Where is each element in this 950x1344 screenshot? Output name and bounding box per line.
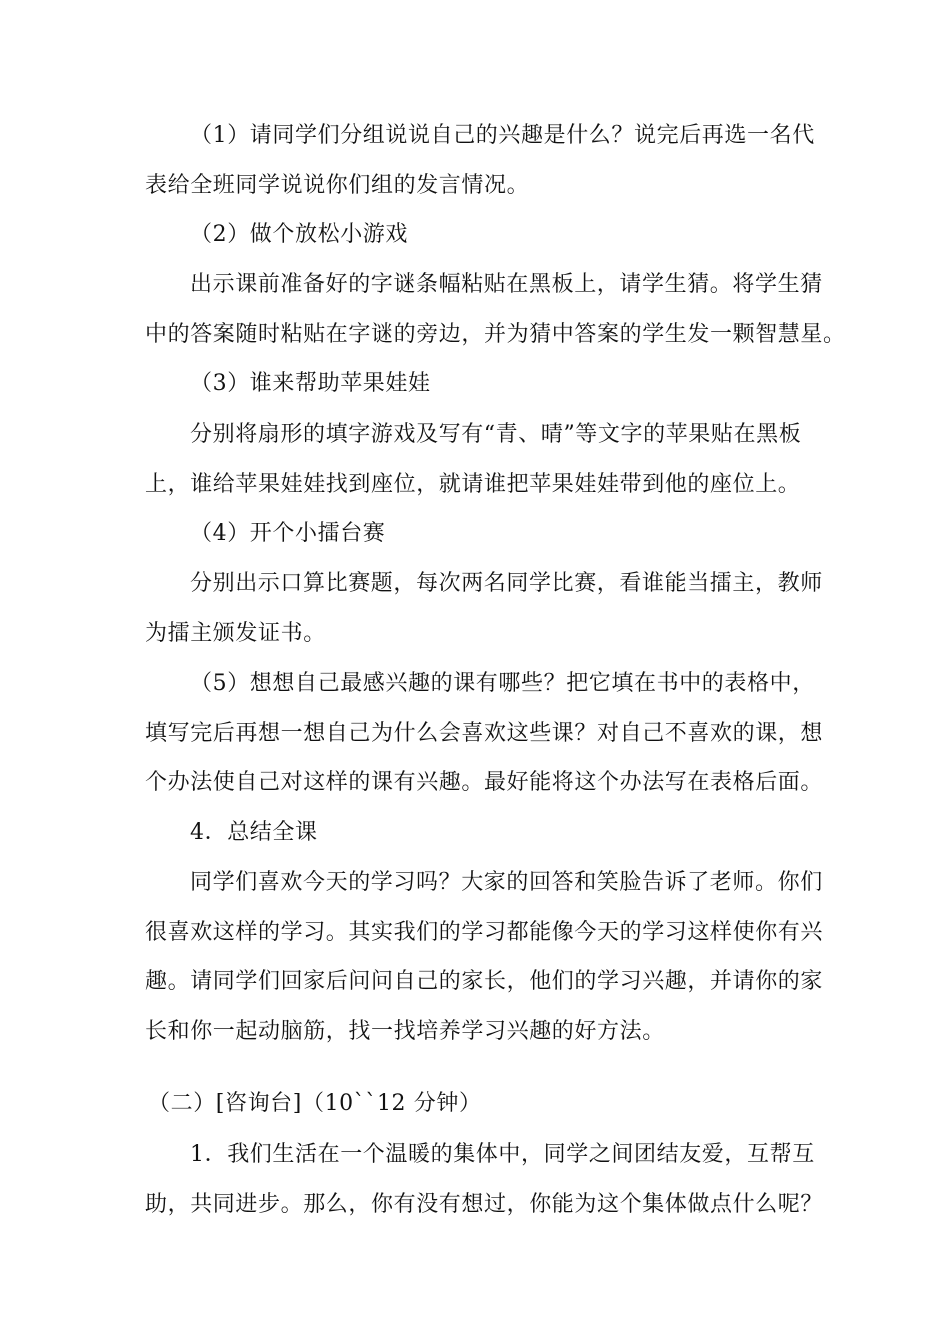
- paragraph-line: 表给全班同学说说你们组的发言情况。: [145, 173, 530, 198]
- paragraph-line: 中的答案随时粘贴在字谜的旁边，并为猜中答案的学生发一颗智慧星。: [145, 322, 846, 347]
- paragraph-line: （2）做个放松小游戏: [190, 222, 408, 247]
- paragraph-line: 助，共同进步。那么，你有没有想过，你能为这个集体做点什么呢？: [145, 1192, 824, 1217]
- paragraph-line: 分别将扇形的填字游戏及写有“青、晴”等文字的苹果贴在黑板: [190, 422, 802, 447]
- paragraph-line: 趣。请同学们回家后问问自己的家长，他们的学习兴趣，并请你的家: [145, 969, 824, 994]
- section-heading: 4．总结全课: [190, 820, 318, 845]
- paragraph-line: 很喜欢这样的学习。其实我们的学习都能像今天的学习这样使你有兴: [145, 920, 824, 945]
- paragraph-line: （4）开个小擂台赛: [190, 521, 386, 546]
- paragraph-line: 分别出示口算比赛题，每次两名同学比赛，看谁能当擂主，教师: [190, 571, 823, 596]
- paragraph-line: 填写完后再想一想自己为什么会喜欢这些课？对自己不喜欢的课，想: [145, 721, 824, 746]
- paragraph-line: 长和你一起动脑筋，找一找培养学习兴趣的好方法。: [145, 1019, 665, 1044]
- paragraph-line: （3）谁来帮助苹果娃娃: [190, 371, 431, 396]
- paragraph-line: 个办法使自己对这样的课有兴趣。最好能将这个办法写在表格后面。: [145, 770, 824, 795]
- paragraph-line: （1）请同学们分组说说自己的兴趣是什么？说完后再选一名代: [190, 123, 815, 148]
- paragraph-line: 同学们喜欢今天的学习吗？大家的回答和笑脸告诉了老师。你们: [190, 870, 823, 895]
- paragraph-line: 上，谁给苹果娃娃找到座位，就请谁把苹果娃娃带到他的座位上。: [145, 472, 801, 497]
- section-heading: （二）[咨询台]（10``12 分钟）: [148, 1091, 482, 1116]
- paragraph-line: （5）想想自己最感兴趣的课有哪些？把它填在书中的表格中，: [190, 671, 815, 696]
- paragraph-line: 出示课前准备好的字谜条幅粘贴在黑板上，请学生猜。将学生猜: [190, 272, 823, 297]
- paragraph-line: 为擂主颁发证书。: [145, 621, 326, 646]
- paragraph-line: 1．我们生活在一个温暖的集体中，同学之间团结友爱，互帮互: [190, 1142, 815, 1167]
